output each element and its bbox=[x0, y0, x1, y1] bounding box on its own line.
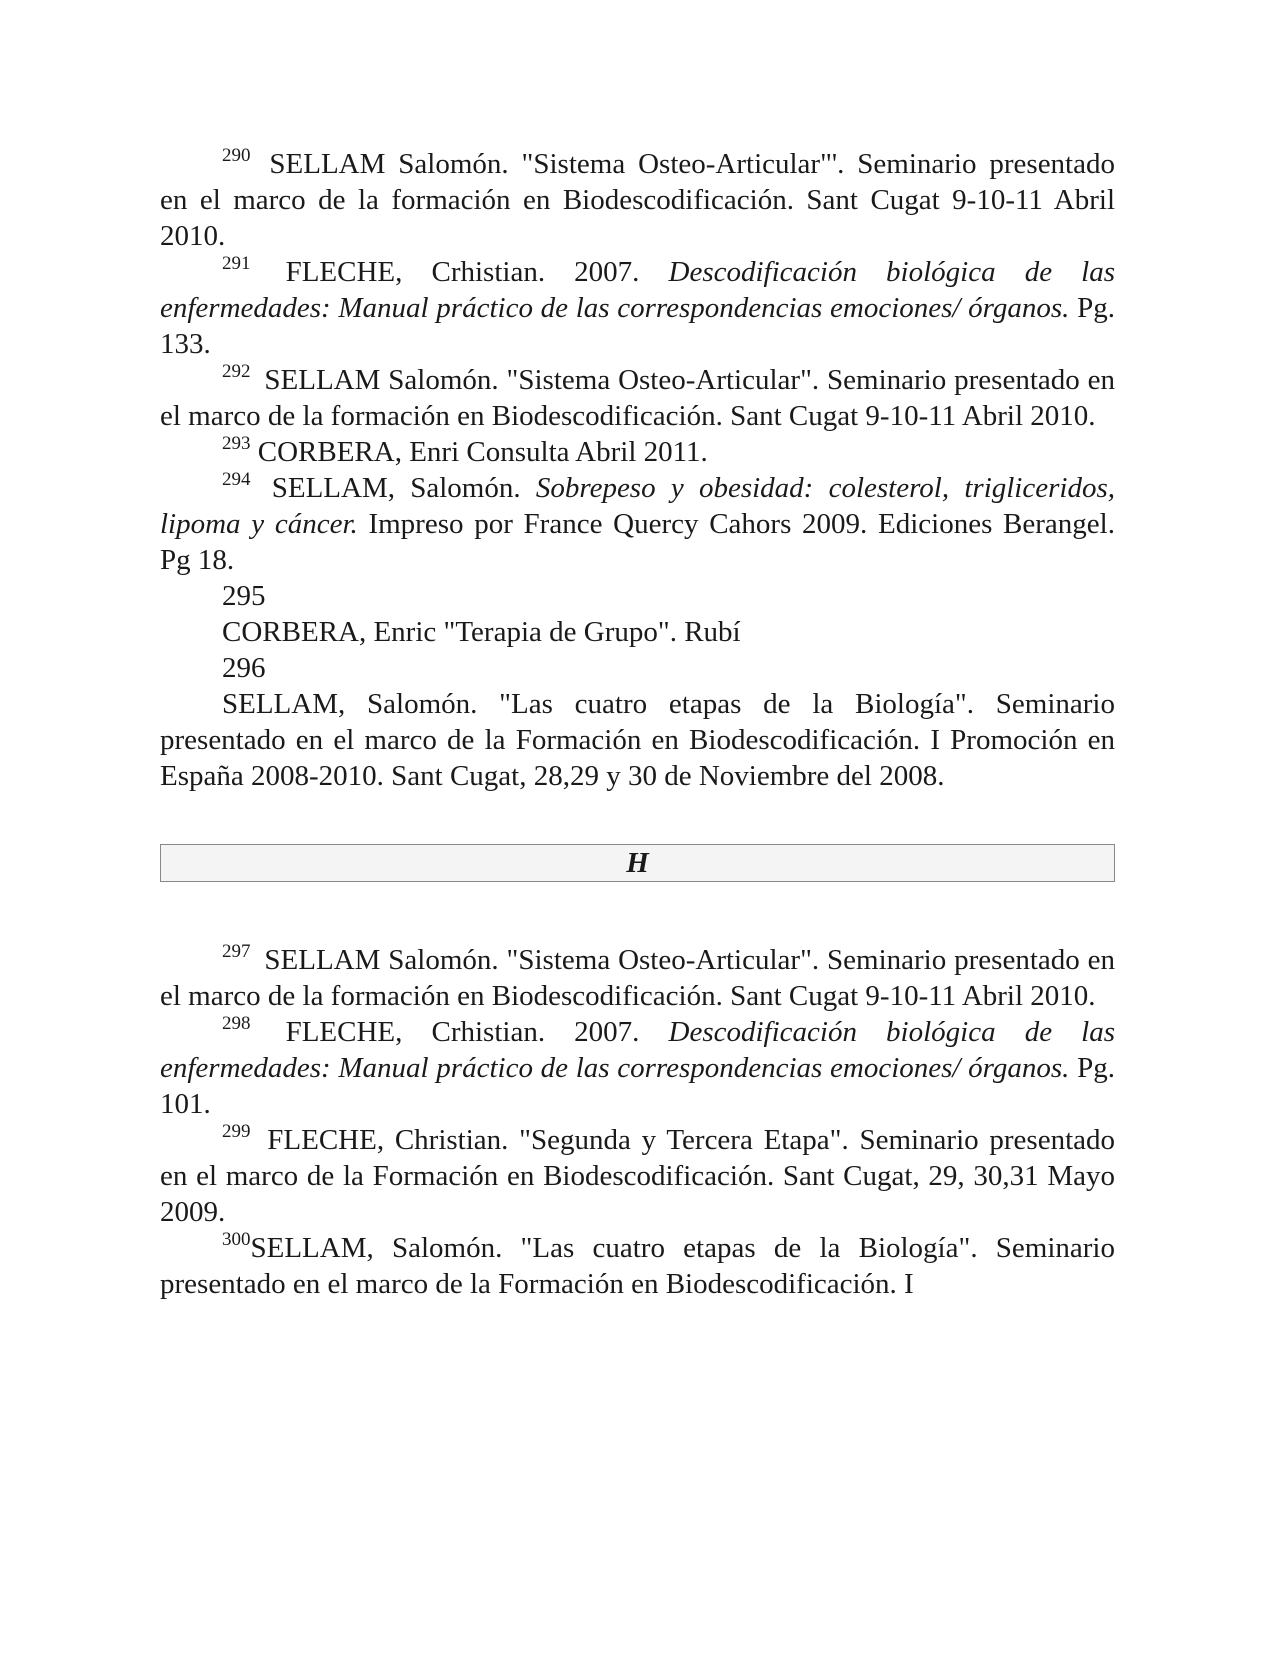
footnote-text: FLECHE, Crhistian. 2007. bbox=[285, 1016, 669, 1048]
footnotes-group-1 bbox=[160, 146, 1115, 794]
footnote-298 bbox=[160, 1014, 1115, 1122]
footnote-number: 297 bbox=[222, 941, 251, 962]
footnote-299 bbox=[160, 1122, 1115, 1230]
footnotes-group-2 bbox=[160, 942, 1115, 1302]
footnote-text-295: CORBERA, Enric "Terapia de Grupo". Rubí bbox=[222, 616, 741, 648]
footnote-text: SELLAM, Salomón. "Las cuatro etapas de la Biología". Seminario presentado en el marco de la Formación en Biodescodificación. I bbox=[160, 1232, 1115, 1300]
footnote-text: SELLAM Salomón. "Sistema Osteo-Articular". Seminario presentado en el marco de la formación en Biodescodificación. Sant Cugat 9-10-11 Abril 2010. bbox=[160, 364, 1115, 432]
section-header-box bbox=[160, 844, 1115, 882]
footnote-text: Impreso por France Quercy Cahors 2009. Ediciones Berangel. Pg 18. bbox=[160, 508, 1115, 576]
footnote-number: 290 bbox=[222, 145, 251, 166]
footnote-text-296: SELLAM, Salomón. "Las cuatro etapas de la Biología". Seminario presentado en el marco de la Formación en Biodescodificación. I Promoción en España 2008-2010. Sant Cugat, 28,29 y 30 de Noviembre del 2008. bbox=[160, 688, 1115, 792]
document-page bbox=[160, 146, 1115, 1302]
footnote-number-295: 295 bbox=[222, 580, 266, 612]
footnote-text: SELLAM Salomón. "Sistema Osteo-Articular". Seminario presentado en el marco de la formación en Biodescodificación. Sant Cugat 9-10-11 Abril 2010. bbox=[160, 944, 1115, 1012]
footnote-italic-title: Descodificación biológica de las enfermedades: Manual práctico de las correspondencias emociones/ órganos. bbox=[160, 256, 1115, 324]
footnote-number: 300 bbox=[222, 1229, 251, 1250]
footnote-291 bbox=[160, 254, 1115, 362]
footnote-290 bbox=[160, 146, 1115, 254]
footnote-294 bbox=[160, 470, 1115, 578]
footnote-number: 293 bbox=[222, 433, 251, 454]
footnote-italic-title: Descodificación biológica de las enfermedades: Manual práctico de las correspondencias emociones/ órganos. bbox=[160, 1016, 1115, 1084]
footnote-292 bbox=[160, 362, 1115, 434]
footnote-300 bbox=[160, 1230, 1115, 1302]
footnote-text: SELLAM Salomón. "Sistema Osteo-Articular"'. Seminario presentado en el marco de la formación en Biodescodificación. Sant Cugat 9-10-11 Abril 2010. bbox=[160, 148, 1115, 252]
footnote-text: CORBERA, Enri Consulta Abril 2011. bbox=[257, 436, 708, 468]
footnote-italic-title: Sobrepeso y obesidad: colesterol, trigliceridos, lipoma y cáncer. bbox=[160, 472, 1115, 540]
footnote-293 bbox=[160, 434, 1115, 470]
footnote-text: FLECHE, Crhistian. 2007. bbox=[285, 256, 669, 288]
footnote-text: Pg. 101. bbox=[160, 1052, 1115, 1120]
footnote-text: SELLAM, Salomón. bbox=[271, 472, 536, 504]
footnote-text: Pg. 133. bbox=[160, 292, 1115, 360]
footnote-number: 298 bbox=[222, 1013, 251, 1034]
footnote-number: 292 bbox=[222, 361, 251, 382]
footnote-text: FLECHE, Christian. "Segunda y Tercera Etapa". Seminario presentado en el marco de la Formación en Biodescodificación. Sant Cugat, 29, 30,31 Mayo 2009. bbox=[160, 1124, 1116, 1228]
footnote-number: 294 bbox=[222, 469, 251, 490]
footnote-297 bbox=[160, 942, 1115, 1014]
section-letter: H bbox=[626, 847, 649, 879]
footnote-number-296: 296 bbox=[222, 652, 266, 684]
footnote-number: 299 bbox=[222, 1121, 251, 1142]
footnote-number: 291 bbox=[222, 253, 251, 274]
